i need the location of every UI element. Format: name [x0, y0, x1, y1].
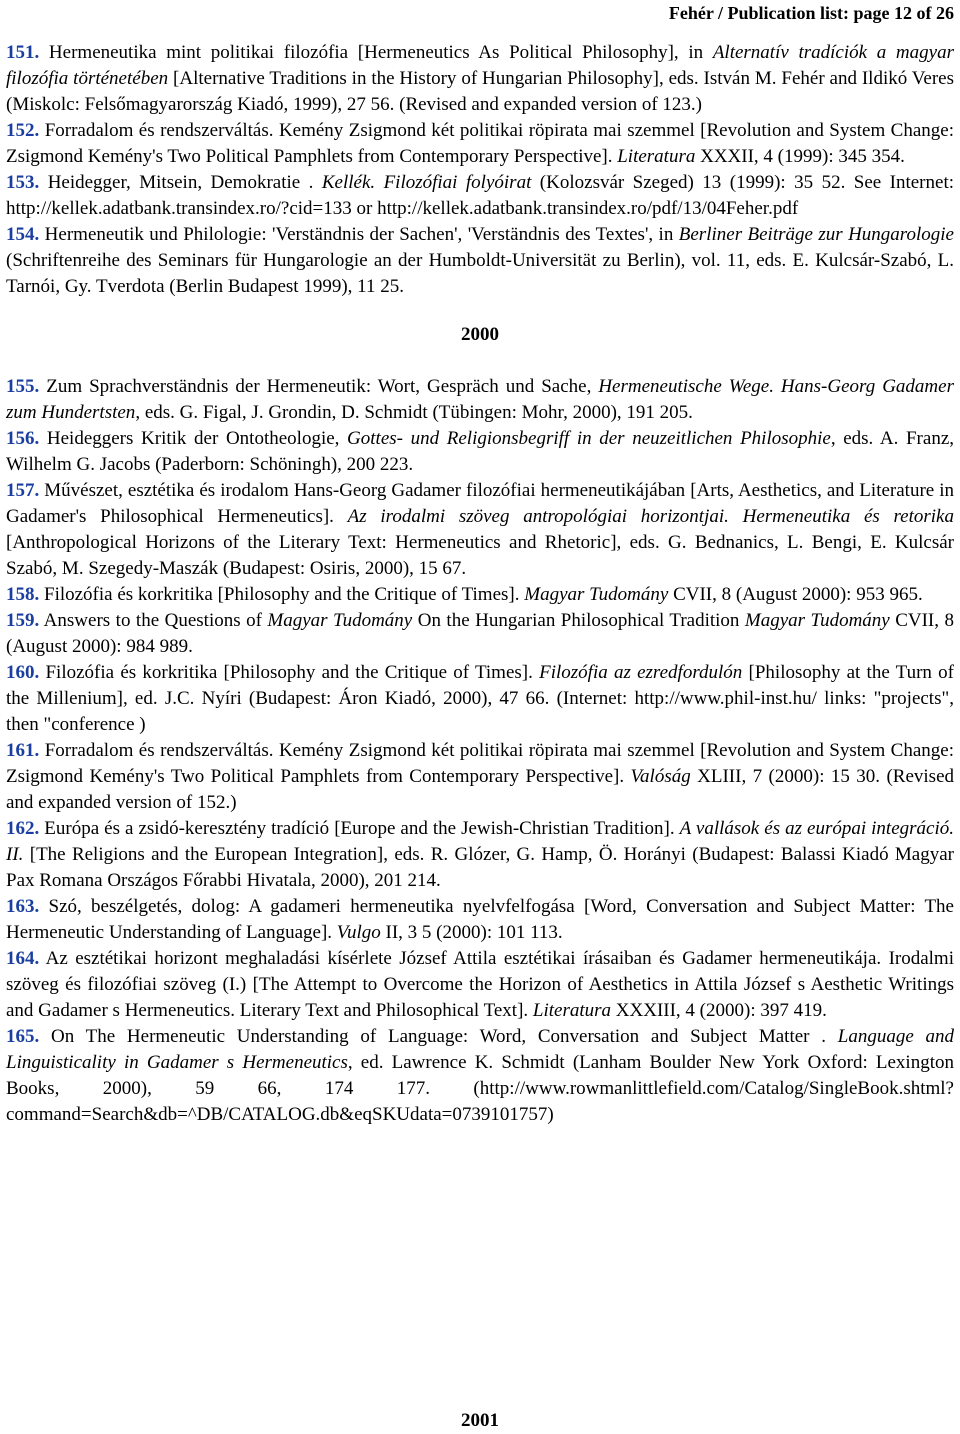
entry-number: 158.: [6, 584, 40, 605]
entry-text: XXXIII, 4 (2000): 397 419.: [611, 1000, 827, 1021]
entry-text: II, 3 5 (2000): 101 113.: [380, 922, 563, 943]
publication-entry: [6, 738, 954, 816]
entry-text: On the Hungarian Philosophical Tradition: [412, 610, 745, 631]
entry-title-italic: Filozófia az ezredfordulón: [539, 662, 743, 683]
entry-text: , ed. Lawrence K. Schmidt (Lanham Boulder New York Oxford: Lexington Books, 2000), 59 66, 174 177. (http://www.rowmanlittlefield.com/Catalog/SingleBook.shtml?command=Search&db=^DB/CATALOG.db&eqSKUdata=0739101757): [6, 1052, 954, 1125]
entry-text: (Kolozsvár Szeged) 13 (1999): 35 52. See Internet: http://kellek.adatbank.transindex.ro/?cid=133 or http://kellek.adatbank.transindex.ro/pdf/13/04Feher.pdf: [6, 172, 954, 219]
entry-text: Zum Sprachverständnis der Hermeneutik: Wort, Gespräch und Sache,: [39, 376, 599, 397]
entry-number: 163.: [6, 896, 40, 917]
publication-list: [6, 40, 954, 1128]
publication-entry: [6, 478, 954, 582]
entry-number: 165.: [6, 1026, 40, 1047]
year-heading-2001: 2001: [461, 1410, 499, 1431]
entries-2000: [6, 374, 954, 1128]
entry-title-italic: Vulgo: [336, 922, 381, 943]
entry-number: 160.: [6, 662, 40, 683]
publication-entry: [6, 40, 954, 118]
page-header: Fehér / Publication list: page 12 of 26: [668, 3, 954, 23]
entry-text: Heidegger, Mitsein, Demokratie .: [39, 172, 322, 193]
entry-number: 152.: [6, 120, 40, 141]
entry-text: [Philosophy at the Turn of the Millenium], ed. J.C. Nyíri (Budapest: Áron Kiadó, 2000), 47 66. (Internet: http://www.phil-inst.hu/ links: "projects", then "conference ): [6, 662, 954, 735]
entry-number: 164.: [6, 948, 40, 969]
entry-text: XXXII, 4 (1999): 345 354.: [695, 146, 905, 167]
entry-number: 156.: [6, 428, 40, 449]
publication-entry: [6, 946, 954, 1024]
entry-text: Az esztétikai horizont meghaladási kísérlete József Attila esztétikai írásaiban és Gadamer hermeneutikája. Irodalmi szöveg és filozófiai szöveg (I.) [The Attempt to Overcome the Horizon of Aesthetics in Attila József s Aesthetic Writings and Gadamer s Hermeneutics. Literary Text and Philosophical Text].: [6, 948, 954, 1021]
entry-text: , eds. G. Figal, J. Grondin, D. Schmidt (Tübingen: Mohr, 2000), 191 205.: [135, 402, 693, 423]
entry-text: Hermeneutika mint politikai filozófia [Hermeneutics As Political Philosophy], in: [39, 42, 713, 63]
year-heading-2000: 2000: [461, 324, 499, 345]
entry-text: Hermeneutik und Philologie: 'Verständnis der Sachen', 'Verständnis des Textes', in: [39, 224, 679, 245]
entry-title-italic: Magyar Tudomány: [524, 584, 669, 605]
entry-text: , eds. A. Franz, Wilhelm G. Jacobs (Paderborn: Schöningh), 200 223.: [6, 428, 955, 475]
entry-title-italic: Literatura: [617, 146, 696, 167]
publication-entry: [6, 374, 954, 426]
entry-title-italic: Literatura: [532, 1000, 612, 1021]
publication-entry: [6, 608, 954, 660]
entry-title-italic: Gottes- und Religionsbegriff in der neuzeitlichen Philosophie: [347, 428, 831, 449]
entry-text: On The Hermeneutic Understanding of Language: Word, Conversation and Subject Matter .: [39, 1026, 838, 1047]
entry-text: CVII, 8 (August 2000): 984 989.: [6, 610, 954, 657]
entry-text: Filozófia és korkritika [Philosophy and the Critique of Times].: [39, 584, 525, 605]
entries-1999: [6, 40, 954, 300]
publication-entry: [6, 660, 954, 738]
entry-text: Forradalom és rendszerváltás. Kemény Zsigmond két politikai röpirata mai szemmel [Revolution and System Change: Zsigmond Kemény's Two Political Pamphlets from Contemporary Perspective].: [6, 740, 954, 787]
entry-title-italic: Kellék. Filozófiai folyóirat: [321, 172, 532, 193]
entry-number: 151.: [6, 42, 40, 63]
publication-entry: [6, 1024, 954, 1128]
entry-text: [Anthropological Horizons of the Literary Text: Hermeneutics and Rhetoric], eds. G. Bednanics, L. Bengi, E. Kulcsár Szabó, M. Szegedy-Maszák (Budapest: Osiris, 2000), 15 67.: [6, 532, 954, 579]
publication-entry: [6, 426, 954, 478]
entry-number: 154.: [6, 224, 40, 245]
entry-text: Forradalom és rendszerváltás. Kemény Zsigmond két politikai röpirata mai szemmel [Revolution and System Change: Zsigmond Kemény's Two Political Pamphlets from Contemporary Perspective].: [6, 120, 954, 167]
entry-text: Answers to the Questions of: [39, 610, 268, 631]
entry-text: Európa és a zsidó-keresztény tradíció [Europe and the Jewish-Christian Tradition].: [39, 818, 680, 839]
entry-text: [Alternative Traditions in the History of Hungarian Philosophy], eds. István M. Fehér and Ildikó Veres (Miskolc: Felsőmagyarország Kiadó, 1999), 27 56. (Revised and expanded version of 123.): [6, 68, 954, 115]
entry-number: 162.: [6, 818, 40, 839]
publication-entry: [6, 582, 954, 608]
entry-text: Szó, beszélgetés, dolog: A gadameri hermeneutika nyelvfelfogása [Word, Conversation and Subject Matter: The Hermeneutic Understanding of Language].: [6, 896, 954, 943]
entry-text: Művészet, esztétika és irodalom Hans-Georg Gadamer filozófiai hermeneutikájában [Arts, Aesthetics, and Literature in Gadamer's Philosophical Hermeneutics].: [6, 480, 954, 527]
entry-text: (Schriftenreihe des Seminars für Hungarologie an der Humboldt-Universität zu Berlin), vol. 11, eds. E. Kulcsár-Szabó, L. Tarnói, Gy. Tverdota (Berlin Budapest 1999), 11 25.: [6, 250, 954, 297]
entry-text: Heideggers Kritik der Ontotheologie,: [39, 428, 348, 449]
entry-text: CVII, 8 (August 2000): 953 965.: [668, 584, 923, 605]
entry-number: 155.: [6, 376, 40, 397]
publication-entry: [6, 816, 954, 894]
entry-title-italic: Language and Linguisticality in Gadamer s Hermeneutics: [6, 1026, 955, 1073]
entry-number: 159.: [6, 610, 40, 631]
entry-number: 157.: [6, 480, 40, 501]
publication-entry: [6, 170, 954, 222]
entry-title-italic: Magyar Tudomány: [267, 610, 413, 631]
publication-entry: [6, 222, 954, 300]
entry-title-italic: Alternatív tradíciók a magyar filozófia történetében: [6, 42, 954, 89]
entry-text: [The Religions and the European Integration], eds. R. Glózer, G. Hamp, Ö. Horányi (Budapest: Balassi Kiadó Magyar Pax Romana Országos Főrabbi Hivatala, 2000), 201 214.: [6, 844, 954, 891]
publication-entry: [6, 894, 954, 946]
entry-title-italic: Valóság: [630, 766, 691, 787]
entry-text: Filozófia és korkritika [Philosophy and the Critique of Times].: [39, 662, 540, 683]
entry-number: 161.: [6, 740, 40, 761]
entry-title-italic: Az irodalmi szöveg antropológiai horizontjai. Hermeneutika és retorika: [347, 506, 954, 527]
entry-text: XLIII, 7 (2000): 15 30. (Revised and expanded version of 152.): [6, 766, 954, 813]
entry-title-italic: Magyar Tudomány: [744, 610, 890, 631]
entry-title-italic: A vallások és az európai integráció. II.: [6, 818, 955, 865]
entry-number: 153.: [6, 172, 40, 193]
entry-title-italic: Berliner Beiträge zur Hungarologie: [678, 224, 954, 245]
entry-title-italic: Hermeneutische Wege. Hans-Georg Gadamer zum Hundertsten: [6, 376, 954, 423]
publication-entry: [6, 118, 954, 170]
